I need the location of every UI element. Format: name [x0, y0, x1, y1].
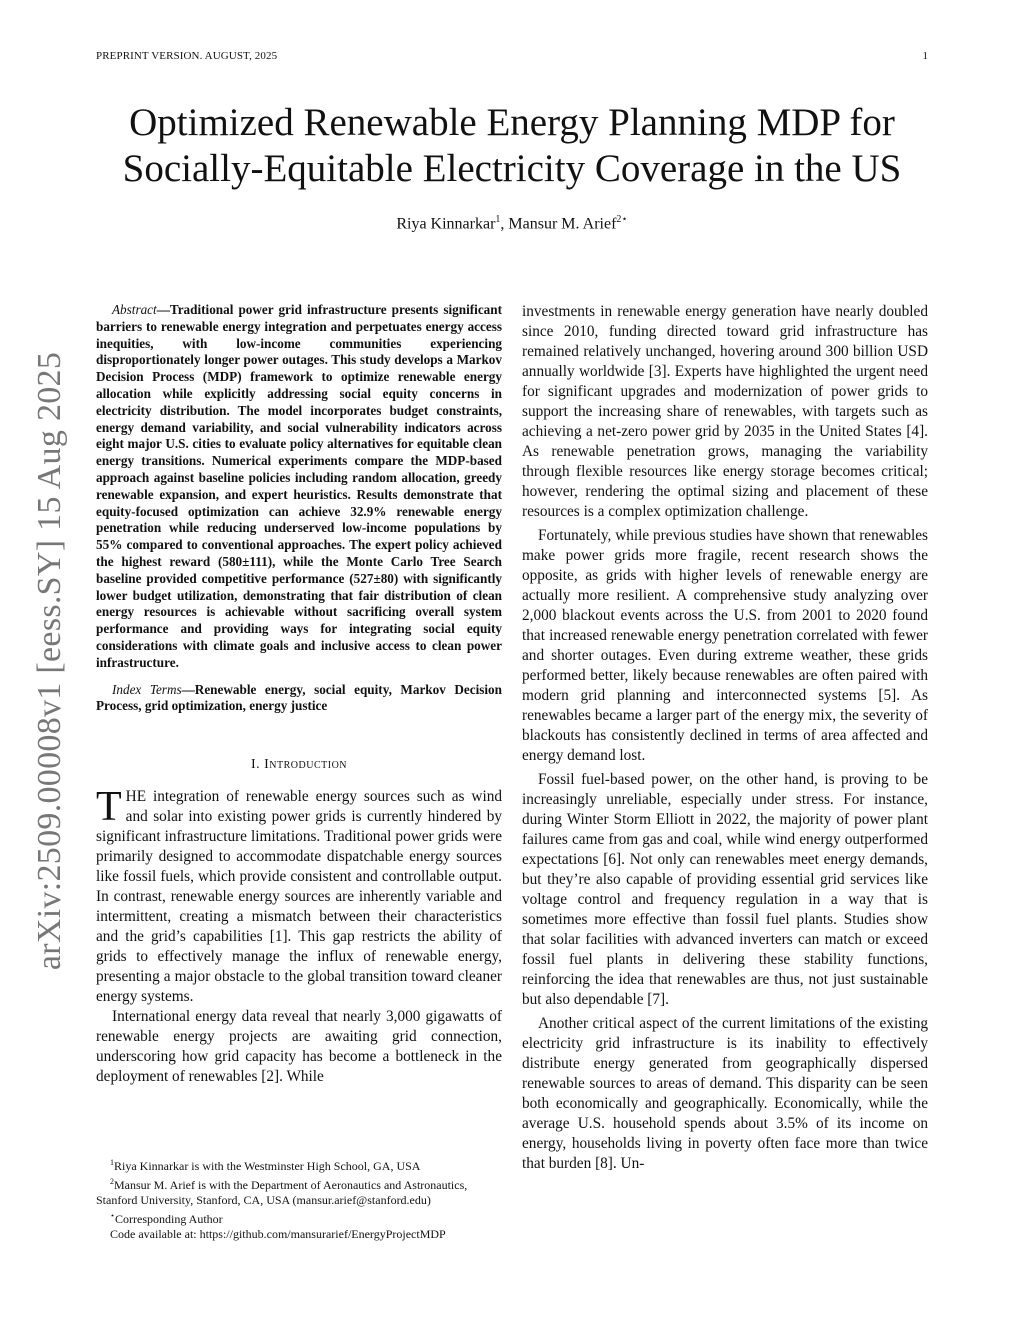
abstract-label: Abstract — [112, 302, 157, 317]
section-title: Introduction — [264, 757, 348, 773]
footnote-1-text: Riya Kinnarkar is with the Westminster High School, GA, USA — [114, 1159, 421, 1173]
author-2: Mansur M. Arief — [508, 215, 617, 233]
footnote-code-link: Code available at: https://github.com/mansurarief/EnergyProjectMDP — [110, 1227, 446, 1241]
intro-paragraph-2: International energy data reveal that nearly 3,000 gigawatts of renewable energy projects are awaiting grid connection, underscoring how grid capacity has become a bottleneck in the deployment of renewables [2]. While — [96, 1008, 502, 1086]
author-list — [60, 214, 964, 233]
footnote-2-mark: 2 — [110, 1177, 114, 1186]
author-1: Riya Kinnarkar — [396, 215, 496, 233]
footnote-3-text: Corresponding Author — [115, 1212, 223, 1226]
author-separator: , — [500, 215, 509, 233]
running-head: PREPRINT VERSION. AUGUST, 2025 — [96, 50, 278, 62]
page-number: 1 — [922, 50, 928, 62]
right-column — [522, 302, 928, 1174]
footnote-2 — [96, 1174, 502, 1208]
title-line-2: Socially-Equitable Electricity Coverage in the US — [122, 147, 902, 190]
footnote-3 — [96, 1208, 502, 1227]
footnote-1-mark: 1 — [110, 1158, 114, 1167]
footnote-2-text: Mansur M. Arief is with the Department of Aeronautics and Astronautics, Stanford University, Stanford, CA, USA (mansur.arief@stanford.edu) — [96, 1178, 468, 1207]
drop-cap: T — [96, 784, 122, 831]
paper-title — [60, 100, 964, 192]
abstract — [96, 302, 502, 672]
intro-paragraph-5: Fossil fuel-based power, on the other hand, is proving to be increasingly unreliable, especially under stress. For instance, during Winter Storm Elliott in 2022, the majority of power plant failures came from gas and coal, while wind energy outperformed expectations [6]. Not only can renewables meet energy demands, but they’re also capable of providing essential grid services like voltage control and frequency regulation in a way that is sometimes more effective than fossil fuel plants. Studies show that solar facilities with advanced inverters can match or exceed fossil fuel plants in delivering these stability functions, reinforcing the idea that renewables are thus, not just sustainable but also dependable [7]. — [522, 771, 928, 1008]
index-terms-label: Index Terms — [112, 681, 182, 697]
footnote-1 — [96, 1155, 502, 1174]
intro-paragraph-1-text: HE integration of renewable energy sources such as wind and solar into existing power grids is currently hindered by significant infrastructure limitations. Traditional power grids were primarily designed to accommodate dispatchable energy sources like fossil fuels, which provide consistent and controllable output. In contrast, renewable energy sources are inherently variable and intermittent, creating a mismatch between their characteristics and the grid’s capabilities [1]. This gap restricts the ability of grids to effectively manage the influx of renewable energy, presenting a major obstacle to the global transition toward cleaner energy systems. — [96, 788, 502, 1006]
intro-paragraph-6: Another critical aspect of the current limitations of the existing electricity grid infrastructure is its inability to effectively distribute energy generated from geographically dispersed renewable sources to areas of demand. This disparity can be seen both economically and geographically. Economically, while the average U.S. household spends about 3.5% of its income on energy, households living in poverty often face more than twice that burden [8]. Un- — [522, 1015, 928, 1172]
section-heading-introduction — [96, 755, 502, 775]
index-terms — [96, 682, 502, 716]
footnotes — [96, 1155, 502, 1242]
author-1-affil: 1 — [495, 214, 501, 225]
footnote-3-mark: ⋆ — [110, 1211, 116, 1220]
left-column — [96, 302, 502, 1087]
intro-paragraph-4: Fortunately, while previous studies have shown that renewables make power grids more fragile, recent research shows the opposite, as grids with higher levels of renewable energy are actually more resilient. A comprehensive study analyzing over 2,000 blackout events across the U.S. from 2001 to 2020 found that increased renewable energy penetration correlated with fewer and shorter outages. Even during extreme weather, these grids performed better, likely because renewables are often paired with modern grid planning and interconnected systems [5]. As renewables became a larger part of the energy mix, the severity of blackouts has consistently declined in terms of area affected and energy demand lost. — [522, 527, 928, 764]
intro-paragraph-1 — [96, 784, 502, 1007]
author-2-affil: 2⋆ — [616, 214, 628, 225]
index-terms-text: —Renewable energy, social equity, Markov Decision Process, grid optimization, energy justice — [96, 681, 502, 714]
abstract-text: —Traditional power grid infrastructure presents significant barriers to renewable energy integration and perpetuates energy access inequities, with low-income communities experiencing disproportionately longer power outages. This study develops a Markov Decision Process (MDP) framework to optimize renewable energy allocation while explicitly addressing social equity concerns in electricity distribution. The model incorporates budget constraints, energy demand variability, and social vulnerability indicators across eight major U.S. cities to evaluate policy alternatives for equitable clean energy transitions. Numerical experiments compare the MDP-based approach against baseline policies including random allocation, greedy renewable expansion, and expert heuristics. Results demonstrate that equity-focused optimization can achieve 32.9% renewable energy penetration while reducing underserved low-income populations by 55% compared to conventional approaches. The expert policy achieved the highest reward (580±111), while the Monte Carlo Tree Search baseline provided competitive performance (527±80) with significantly lower budget utilization, demonstrating that fair distribution of clean energy resources is achievable without sacrificing overall system performance and providing ways for integrating social equity considerations with climate goals and inclusive access to clean power infrastructure. — [96, 302, 502, 670]
section-numeral: I. — [250, 757, 265, 773]
arxiv-side-stamp: arXiv:2509.00008v1 [eess.SY] 15 Aug 2025 — [31, 351, 68, 971]
title-line-1: Optimized Renewable Energy Planning MDP for — [129, 101, 895, 144]
intro-paragraph-3: investments in renewable energy generation have nearly doubled since 2010, funding directed toward grid infrastructure has remained relatively unchanged, hovering around 300 billion USD annually worldwide [3]. Experts have highlighted the urgent need for significant upgrades and modernization of power grids to support the increasing share of renewables, with targets such as achieving a net-zero power grid by 2035 in the United States [4]. As renewable penetration grows, managing the variability through flexible resources like energy storage becomes critical; however, rendering the optimal sizing and placement of these resources is a complex optimization challenge. — [522, 303, 928, 520]
